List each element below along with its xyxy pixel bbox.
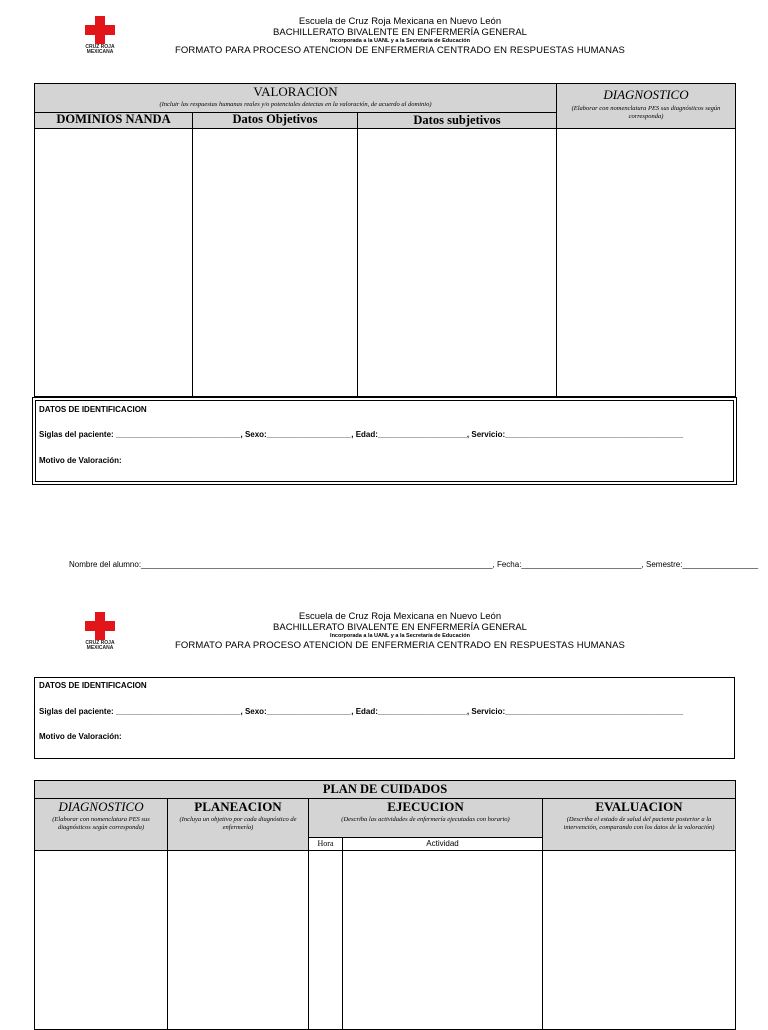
hora-header: Hora [317,839,334,848]
col-datos-objetivos: Datos Objetivos [232,112,318,126]
plan-diagnostico-cell[interactable] [36,852,166,1028]
page-header [140,16,660,56]
plan-cuidados-title: PLAN DE CUIDADOS [322,782,448,796]
logo-text-line2: MEXICANA [86,645,114,651]
evaluacion-subtitle: (Describa el estado de salud del paciente posterior a la intervención, comparando con los datos de la valoración) [563,816,715,831]
plan-diagnostico-title: DIAGNOSTICO [58,799,144,814]
diagnostico-cell[interactable] [558,130,734,395]
incorporated-note: Incorporada a la UANL y a la Secretaría de Educación [330,38,470,44]
ejecucion-subtitle: (Describa las actividades de enfermería ejecutadas con horario) [341,816,510,823]
program-name: BACHILLERATO BIVALENTE EN ENFERMERÍA GENERAL [273,622,527,633]
evaluacion-title: EVALUACION [595,799,683,814]
planeacion-title: PLANEACION [194,799,282,814]
valoracion-title: VALORACION [253,84,338,99]
program-name: BACHILLERATO BIVALENTE EN ENFERMERÍA GENERAL [273,27,527,38]
planeacion-cell[interactable] [169,852,307,1028]
hora-cell[interactable] [310,852,341,1028]
school-name: Escuela de Cruz Roja Mexicana en Nuevo León [298,611,502,622]
logo-text-line1: CRUZ ROJA [85,640,115,646]
diagnostico-title: DIAGNOSTICO [603,87,689,102]
valoracion-subtitle: (Incluir las respuestas humanas reales y/o potenciales detectas en la valoración, de acuerdo al dominio) [159,101,432,108]
datos-subjetivos-cell[interactable] [359,130,555,395]
identificacion-section-2 [34,677,735,759]
dominios-cell[interactable] [36,130,191,395]
motivo-valoracion-label[interactable]: Motivo de Valoración: [39,732,122,741]
identificacion-section [32,397,737,485]
datos-objetivos-cell[interactable] [194,130,356,395]
actividad-cell[interactable] [344,852,541,1028]
identificacion-title: DATOS DE IDENTIFICACION [39,405,147,414]
plan-diagnostico-subtitle: (Elaborar con nomenclatura PES sus diagnósticos según corresponda) [52,816,150,831]
format-title: FORMATO PARA PROCESO ATENCION DE ENFERMERIA CENTRADO EN RESPUESTAS HUMANAS [175,640,625,651]
plan-cuidados-table [34,780,736,1030]
identificacion-title: DATOS DE IDENTIFICACION [39,681,147,690]
logo-text-line2: MEXICANA [86,49,114,55]
col-datos-subjetivos: Datos subjetivos [413,113,501,127]
ejecucion-title: EJECUCION [387,799,464,814]
page-header-2 [140,611,660,651]
alumno-footer-line[interactable]: Nombre del alumno:_______________________________________________________________________________, Fecha:___________________________, Semestre:_________________ [69,560,759,569]
evaluacion-cell[interactable] [544,852,734,1028]
siglas-line[interactable]: Siglas del paciente: ____________________________, Sexo:___________________, Edad:____________________, Servicio:________________________________________ [39,707,684,716]
motivo-valoracion-label[interactable]: Motivo de Valoración: [39,456,122,465]
siglas-line[interactable]: Siglas del paciente: ____________________________, Sexo:___________________, Edad:____________________, Servicio:________________________________________ [39,430,684,439]
col-dominios-nanda: DOMINIOS NANDA [56,112,171,126]
cruz-roja-logo-2 [85,612,125,662]
cruz-roja-logo [85,16,125,66]
format-title: FORMATO PARA PROCESO ATENCION DE ENFERMERIA CENTRADO EN RESPUESTAS HUMANAS [175,45,625,56]
incorporated-note: Incorporada a la UANL y a la Secretaría de Educación [330,633,470,639]
logo-text-line1: CRUZ ROJA [85,44,115,50]
valoracion-table [34,83,736,397]
actividad-header: Actividad [426,839,459,848]
school-name: Escuela de Cruz Roja Mexicana en Nuevo León [298,16,502,27]
planeacion-subtitle: (Incluya un objetivo por cada diagnóstico de enfermería) [179,816,297,831]
diagnostico-subtitle: (Elaborar con nomenclatura PES sus diagnósticos según corresponda) [571,105,721,120]
